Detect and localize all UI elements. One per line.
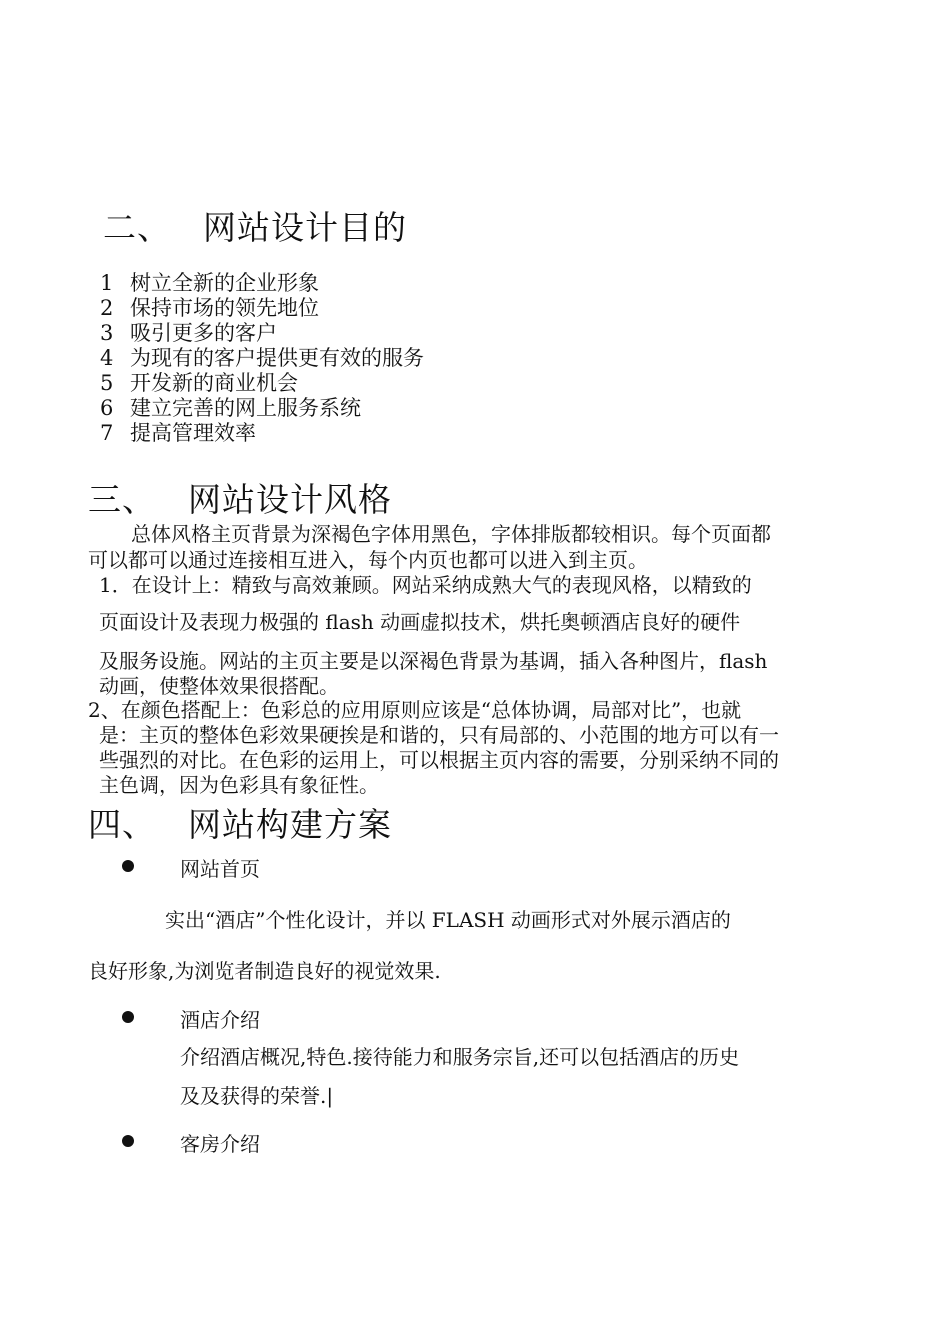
list-item: 2 保持市场的领先地位 (100, 296, 319, 320)
section-2-title: 网站设计目的 (203, 208, 407, 247)
bullet-label-homepage: 网站首页 (180, 857, 260, 881)
goal-list (92, 271, 424, 446)
paragraph-line: 页面设计及表现力极强的 flash 动画虚拟技术，烘托奥顿酒店良好的硬件 (99, 610, 741, 634)
bullet-icon (122, 1135, 134, 1147)
paragraph-line: 良好形象,为浏览者制造良好的视觉效果. (88, 959, 441, 983)
paragraph-line: 介绍酒店概况,特色.接待能力和服务宗旨,还可以包括酒店的历史 (180, 1045, 740, 1069)
section-3-title: 网站设计风格 (188, 480, 392, 519)
section-2-number: 二、 (103, 208, 171, 247)
section-2-heading (103, 202, 407, 249)
section-4-heading (88, 799, 392, 846)
list-item: 7 提高管理效率 (100, 421, 256, 445)
list-item: 6 建立完善的网上服务系统 (100, 396, 361, 420)
paragraph-line: 些强烈的对比。在色彩的运用上，可以根据主页内容的需要，分别采纳不同的 (99, 748, 779, 772)
list-item: 3 吸引更多的客户 (100, 321, 277, 345)
bullet-label-hotel-intro: 酒店介绍 (180, 1008, 260, 1032)
section-4-title: 网站构建方案 (188, 805, 392, 844)
paragraph-line: 实出“酒店”个性化设计，并以 FLASH 动画形式对外展示酒店的 (165, 908, 731, 932)
paragraph-line: 及服务设施。网站的主页主要是以深褐色背景为基调，插入各种图片，flash (99, 649, 768, 673)
paragraph-line: 及及获得的荣誉.| (180, 1084, 334, 1108)
section-3-number: 三、 (88, 480, 156, 519)
paragraph-line: 可以都可以通过连接相互进入，每个内页也都可以进入到主页。 (88, 548, 648, 572)
paragraph-line: 主色调，因为色彩具有象征性。 (99, 773, 379, 797)
paragraph-line: 总体风格主页背景为深褐色字体用黑色，字体排版都较相识。每个页面都 (131, 522, 771, 546)
paragraph-line: 动画，使整体效果很搭配。 (99, 674, 339, 698)
section-3-heading (88, 474, 392, 521)
list-item: 1 树立全新的企业形象 (100, 271, 319, 295)
paragraph-line: 是：主页的整体色彩效果硬挨是和谐的，只有局部的、小范围的地方可以有一 (99, 723, 779, 747)
paragraph-line: 1．在设计上：精致与高效兼顾。网站采纳成熟大气的表现风格，以精致的 (99, 573, 752, 597)
list-item: 4 为现有的客户提供更有效的服务 (100, 346, 424, 370)
bullet-icon (122, 1011, 134, 1023)
list-item: 5 开发新的商业机会 (100, 371, 298, 395)
section-4-number: 四、 (88, 805, 156, 844)
paragraph-line: 2、在颜色搭配上：色彩总的应用原则应该是“总体协调，局部对比”，也就 (88, 698, 742, 722)
bullet-label-rooms: 客房介绍 (180, 1132, 260, 1156)
bullet-icon (122, 860, 134, 872)
